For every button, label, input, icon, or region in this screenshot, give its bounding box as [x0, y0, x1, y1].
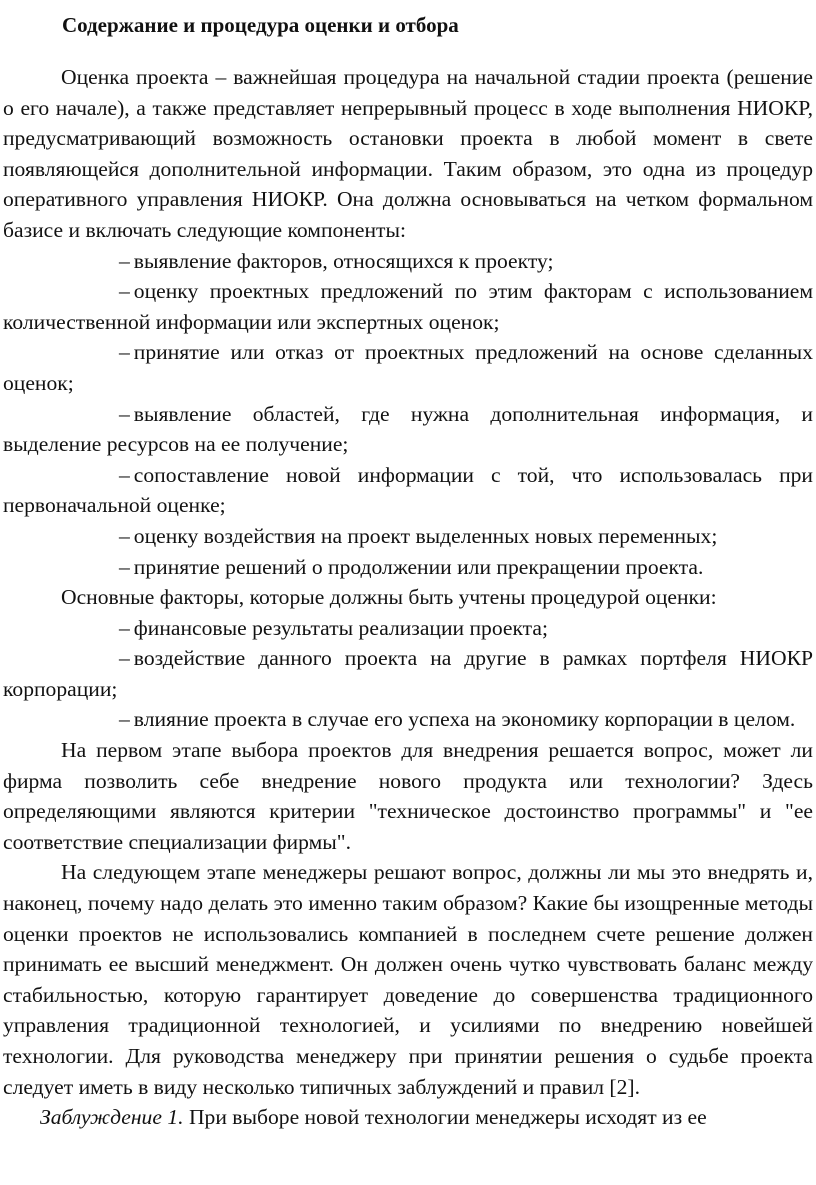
- dash-marker: –: [119, 279, 130, 304]
- dash-marker: –: [119, 401, 130, 426]
- list-item: [3, 704, 813, 735]
- list-item: [3, 337, 813, 398]
- dash-marker: –: [119, 554, 130, 579]
- dash-marker: –: [119, 462, 130, 487]
- list-item-text: сопоставление новой информации с той, что использовалась при первоначальной оценке;: [3, 462, 813, 518]
- fallacy-paragraph: [3, 1102, 813, 1133]
- list-item: [3, 521, 813, 552]
- list-item-text: принятие решений о продолжении или прекращении проекта.: [133, 554, 704, 579]
- list-item-text: выявление факторов, относящихся к проекту;: [133, 248, 554, 273]
- fallacy-label: Заблуждение 1.: [40, 1105, 184, 1130]
- components-list: [3, 246, 813, 583]
- page-title: Содержание и процедура оценки и отбора: [62, 13, 459, 37]
- document-body: [3, 62, 813, 1133]
- dash-marker: –: [119, 340, 130, 365]
- list-item-text: принятие или отказ от проектных предложений на основе сделанных оценок;: [3, 340, 813, 395]
- list-item: [3, 399, 813, 460]
- list-item: [3, 246, 813, 277]
- stage-two-paragraph: На следующем этапе менеджеры решают вопрос, должны ли мы это внедрять и, наконец, почему надо делать это именно таким образом? Какие бы изощренные методы оценки проектов не использовались компанией в последнем счете решение должен принимать ее высший менеджмент. Он должен очень чутко чувствовать баланс между стабильностью, которую гарантирует доведение до совершенства традиционного управления традиционной технологией, и усилиями по внедрению новейшей технологии. Для руководства менеджеру при принятии решения о судьбе проекта следует иметь в виду несколько типичных заблуждений и правил [2].: [3, 860, 813, 1099]
- list-item-text: финансовые результаты реализации проекта;: [133, 615, 548, 640]
- list-item-text: выявление областей, где нужна дополнительная информация, и выделение ресурсов на ее получение;: [3, 401, 813, 457]
- dash-marker: –: [119, 646, 130, 671]
- list-item: [3, 276, 813, 337]
- dash-marker: –: [119, 707, 130, 732]
- list-item: [3, 643, 813, 704]
- list-item: [3, 460, 813, 521]
- list-item-text: влияние проекта в случае его успеха на экономику корпорации в целом.: [133, 707, 796, 732]
- dash-marker: –: [119, 615, 130, 640]
- fallacy-text: При выборе новой технологии менеджеры исходят из ее: [183, 1105, 707, 1130]
- factors-intro: Основные факторы, которые должны быть учтены процедурой оценки:: [61, 585, 717, 610]
- stage-one-paragraph: На первом этапе выбора проектов для внедрения решается вопрос, может ли фирма позволить себе внедрение нового продукта или технологии? Здесь определяющими являются критерии "техническое достоинство программы" и "ее соответствие специализации фирмы".: [3, 738, 813, 854]
- dash-marker: –: [119, 523, 130, 548]
- list-item-text: воздействие данного проекта на другие в рамках портфеля НИОКР корпорации;: [3, 646, 813, 701]
- list-item: [3, 552, 813, 583]
- intro-paragraph: Оценка проекта – важнейшая процедура на начальной стадии проекта (решение о его начале), а также представляет непрерывный процесс в ходе выполнения НИОКР, предусматривающий возможность остановки проекта в любой момент в свете появляющейся дополнительной информации. Таким образом, это одна из процедур оперативного управления НИОКР. Она должна основываться на четком формальном базисе и включать следующие компоненты:: [3, 65, 813, 242]
- list-item-text: оценку проектных предложений по этим факторам с использованием количественной информации или экспертных оценок;: [3, 279, 813, 334]
- factors-list: [3, 613, 813, 735]
- dash-marker: –: [119, 248, 130, 273]
- list-item: [3, 613, 813, 644]
- list-item-text: оценку воздействия на проект выделенных новых переменных;: [133, 523, 718, 548]
